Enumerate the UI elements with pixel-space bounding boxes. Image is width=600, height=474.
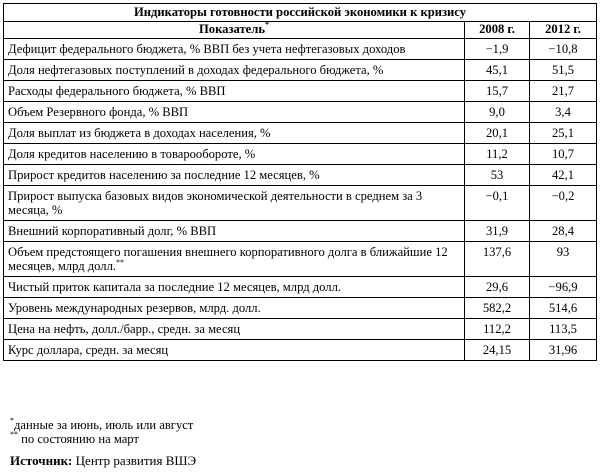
value-2008: 24,15 (465, 340, 530, 361)
value-2012: 514,6 (530, 298, 597, 319)
indicators-table (3, 3, 597, 361)
indicator-label (4, 102, 465, 123)
value-2012: −0,2 (530, 186, 597, 221)
value-2012: −10,8 (530, 39, 597, 60)
table-row (4, 340, 597, 361)
header-2012: 2012 г. (530, 22, 597, 39)
value-2012: 42,1 (530, 165, 597, 186)
header-indicator-label: Показатель (199, 22, 265, 36)
table-row (4, 144, 597, 165)
value-2008: 45,1 (465, 60, 530, 81)
table-row (4, 123, 597, 144)
indicator-text: Цена на нефть, долл./барр., средн. за месяц (8, 322, 241, 336)
value-2012: 21,7 (530, 81, 597, 102)
source-text: Центр развития ВШЭ (72, 453, 197, 468)
indicator-text: Объем Резервного фонда, % ВВП (8, 105, 189, 119)
footnote-1-text: данные за июнь, июль или август (14, 418, 194, 432)
value-2008: −0,1 (465, 186, 530, 221)
value-2012: 113,5 (530, 319, 597, 340)
indicator-label (4, 123, 465, 144)
value-2008: 20,1 (465, 123, 530, 144)
header-indicator (4, 19, 465, 39)
indicator-text: Объем предстоящего погашения внешнего корпоративного долга в ближайшие 12 месяцев, млрд долл. (8, 245, 448, 273)
table-row (4, 277, 597, 298)
indicator-label (4, 298, 465, 319)
value-2008: 137,6 (465, 242, 530, 277)
table-header-row (4, 22, 597, 39)
footnote-2 (10, 429, 139, 446)
indicator-label (4, 186, 465, 221)
indicator-text: Чистый приток капитала за последние 12 месяцев, млрд долл. (8, 280, 342, 294)
table-row (4, 242, 597, 277)
indicator-label (4, 221, 465, 242)
footnote-1-mark: * (10, 415, 14, 425)
value-2008: 112,2 (465, 319, 530, 340)
table-row (4, 186, 597, 221)
source-line (10, 453, 196, 468)
indicator-text: Прирост кредитов населению за последние 12 месяцев, % (8, 168, 320, 182)
indicator-label (4, 60, 465, 81)
indicator-label (4, 81, 465, 102)
indicator-text: Прирост выпуска базовых видов экономической деятельности в среднем за 3 месяца, % (8, 189, 423, 217)
indicator-text: Доля нефтегазовых поступлений в доходах федерального бюджета, % (8, 63, 384, 77)
indicator-text: Доля выплат из бюджета в доходах населения, % (8, 126, 271, 140)
value-2008: 31,9 (465, 221, 530, 242)
value-2012: 10,7 (530, 144, 597, 165)
footnote-2-text: по состоянию на март (18, 432, 139, 446)
value-2012: 3,4 (530, 102, 597, 123)
table-row (4, 298, 597, 319)
table-row (4, 165, 597, 186)
source-label: Источник: (10, 453, 73, 468)
footnote-2-mark: ** (10, 429, 18, 439)
indicator-text: Расходы федерального бюджета, % ВВП (8, 84, 226, 98)
indicator-label (4, 277, 465, 298)
value-2012: 93 (530, 242, 597, 277)
indicator-label (4, 165, 465, 186)
indicator-text: Курс доллара, средн. за месяц (8, 343, 169, 357)
table-row (4, 319, 597, 340)
table-row (4, 60, 597, 81)
table-row (4, 81, 597, 102)
indicator-label (4, 340, 465, 361)
table-title: Индикаторы готовности российской экономики к кризису (4, 4, 597, 22)
indicator-text: Доля кредитов населению в товарообороте, % (8, 147, 256, 161)
value-2008: 11,2 (465, 144, 530, 165)
value-2012: 31,96 (530, 340, 597, 361)
indicator-text: Дефицит федерального бюджета, % ВВП без учета нефтегазовых доходов (8, 42, 406, 56)
value-2012: 51,5 (530, 60, 597, 81)
indicator-text: Внешний корпоративный долг, % ВВП (8, 224, 217, 238)
value-2008: 9,0 (465, 102, 530, 123)
indicator-footnote-mark: ** (116, 257, 125, 267)
indicator-label (4, 319, 465, 340)
header-indicator-footnote-mark: * (265, 19, 269, 29)
table-row (4, 102, 597, 123)
indicator-label (4, 39, 465, 60)
footnote-1 (10, 415, 194, 432)
table-body (4, 39, 597, 361)
table-title-row (4, 4, 597, 22)
value-2008: 582,2 (465, 298, 530, 319)
value-2008: 29,6 (465, 277, 530, 298)
indicator-label (4, 242, 465, 277)
value-2012: 28,4 (530, 221, 597, 242)
value-2012: −96,9 (530, 277, 597, 298)
value-2008: 15,7 (465, 81, 530, 102)
table-row (4, 221, 597, 242)
header-2008: 2008 г. (465, 22, 530, 39)
table-row (4, 39, 597, 60)
value-2008: 53 (465, 165, 530, 186)
indicator-label (4, 144, 465, 165)
value-2012: 25,1 (530, 123, 597, 144)
indicator-text: Уровень международных резервов, млрд. долл. (8, 301, 261, 315)
value-2008: −1,9 (465, 39, 530, 60)
